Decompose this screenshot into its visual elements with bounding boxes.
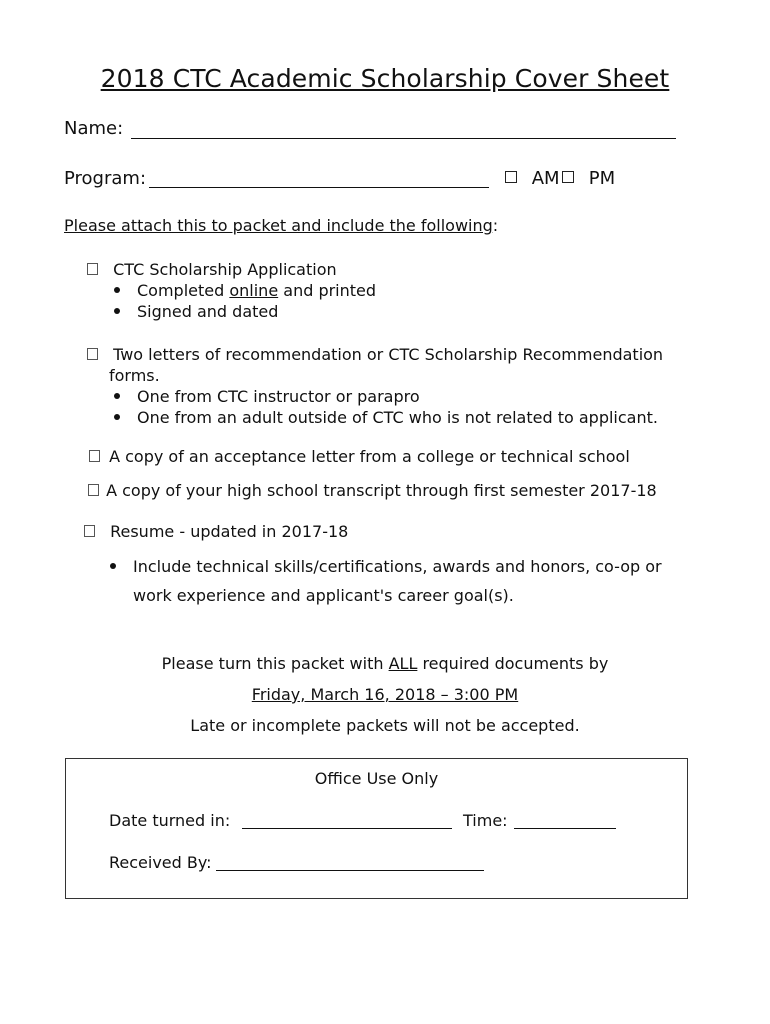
pm-option[interactable]: [562, 168, 615, 189]
attach-heading-colon: :: [492, 216, 499, 235]
pm-checkbox-icon[interactable]: [562, 171, 574, 183]
application-label: CTC Scholarship Application: [113, 260, 337, 279]
application-sub1: [137, 281, 376, 300]
program-field[interactable]: [149, 187, 489, 188]
bullet-icon: [114, 393, 120, 399]
checklist-item-application: [87, 260, 337, 279]
received-by-label: Received By:: [109, 853, 212, 872]
application-sub1-pre: Completed: [137, 281, 230, 300]
pm-label: PM: [588, 168, 616, 189]
bullet-icon: [114, 287, 120, 293]
name-label: Name:: [64, 118, 124, 139]
application-checkbox-icon[interactable]: [87, 263, 98, 275]
time-label: Time:: [463, 811, 508, 830]
checklist-item-letters: [87, 345, 663, 364]
application-sub1-underlined: online: [229, 281, 279, 300]
deadline-line1-underlined: ALL: [388, 654, 418, 673]
application-sub1-post: and printed: [278, 281, 377, 300]
checklist-item-resume: [84, 522, 348, 541]
date-turned-in-field[interactable]: [242, 828, 452, 829]
checklist-item-acceptance: [89, 447, 630, 466]
resume-label: Resume - updated in 2017-18: [110, 522, 349, 541]
bullet-icon: [110, 563, 116, 569]
resume-sub1-line1: Include technical skills/certifications, awards and honors, co-op or: [133, 557, 662, 576]
letters-sub1: One from CTC instructor or parapro: [137, 387, 420, 406]
deadline-line1: [0, 654, 770, 673]
name-field[interactable]: [131, 138, 676, 139]
transcript-label: A copy of your high school transcript through first semester 2017-18: [106, 481, 657, 500]
attach-heading: [64, 216, 498, 235]
acceptance-checkbox-icon[interactable]: [89, 450, 100, 462]
late-notice: Late or incomplete packets will not be accepted.: [190, 716, 580, 735]
deadline-date: [0, 685, 770, 704]
am-option[interactable]: [505, 168, 560, 189]
transcript-checkbox-icon[interactable]: [88, 484, 99, 496]
resume-checkbox-icon[interactable]: [84, 525, 95, 537]
resume-sub1-line2: work experience and applicant's career goal(s).: [133, 586, 514, 605]
bullet-icon: [114, 414, 120, 420]
acceptance-label: A copy of an acceptance letter from a college or technical school: [109, 447, 630, 466]
program-label: Program:: [64, 168, 147, 189]
bullet-icon: [114, 308, 120, 314]
deadline-line1-pre: Please turn this packet with: [161, 654, 389, 673]
page-title: 2018 CTC Academic Scholarship Cover Sheet: [100, 64, 670, 93]
received-by-field[interactable]: [216, 870, 484, 871]
letters-checkbox-icon[interactable]: [87, 348, 98, 360]
am-checkbox-icon[interactable]: [505, 171, 517, 183]
deadline-date-text: Friday, March 16, 2018 – 3:00 PM: [251, 685, 519, 704]
checklist-item-transcript: [88, 481, 657, 500]
application-sub2: Signed and dated: [137, 302, 279, 321]
letters-label-line1: Two letters of recommendation or CTC Scholarship Recommendation: [113, 345, 664, 364]
attach-heading-text: Please attach this to packet and include the following: [64, 216, 493, 235]
office-heading: Office Use Only: [314, 769, 439, 788]
letters-label-line2: forms.: [109, 366, 160, 385]
letters-sub2: One from an adult outside of CTC who is not related to applicant.: [137, 408, 658, 427]
time-field[interactable]: [514, 828, 616, 829]
deadline-line1-post: required documents by: [417, 654, 609, 673]
date-turned-in-label: Date turned in:: [109, 811, 231, 830]
am-label: AM: [531, 168, 560, 189]
